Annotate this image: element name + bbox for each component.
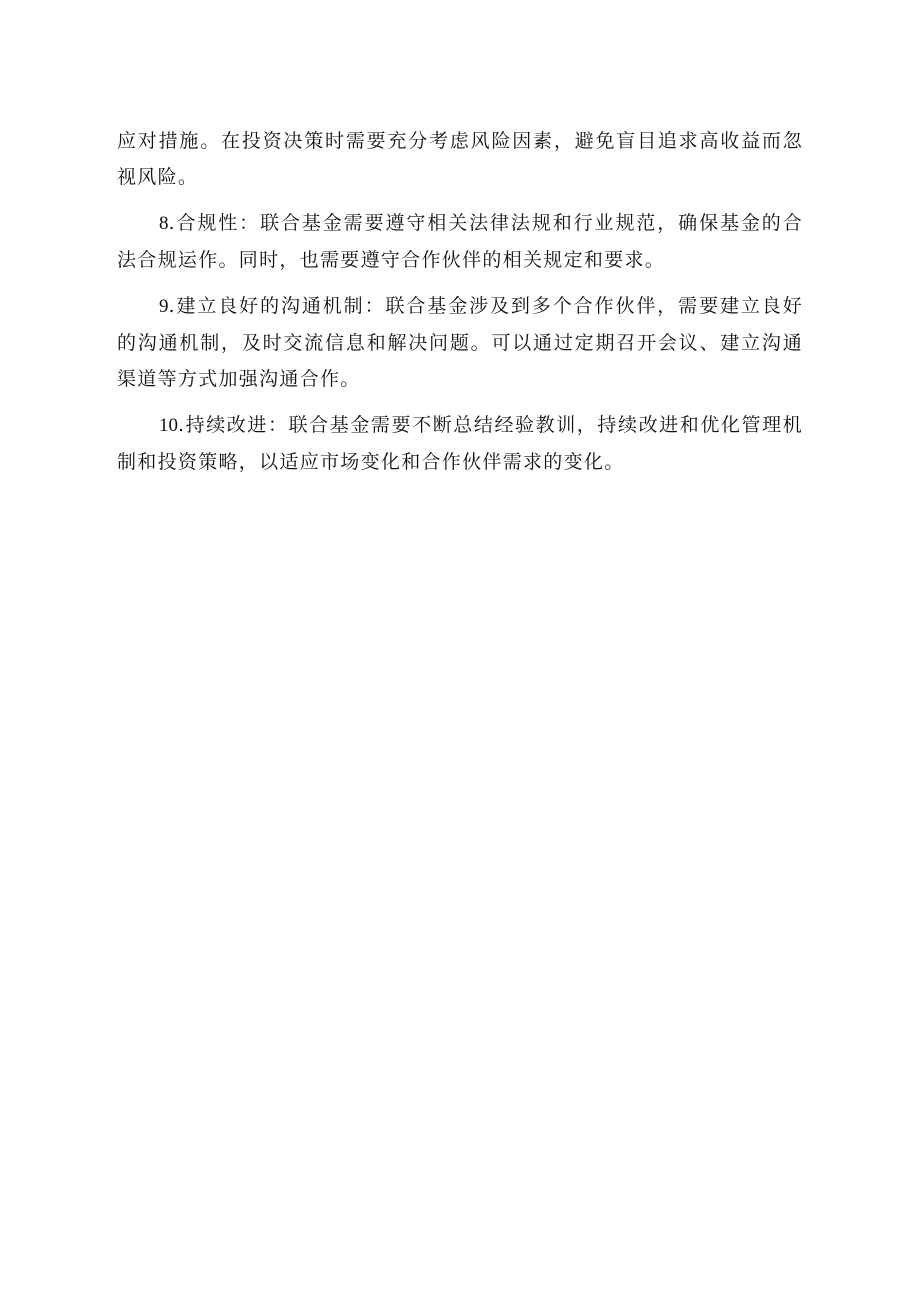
paragraph-text: .建立良好的沟通机制：联合基金涉及到多个合作伙伴，需要建立良好的沟通机制，及时交流信息和解决问题。可以通过定期召开会议、建立沟通渠道等方式加强沟通合作。 [117,295,803,390]
paragraph-number: 8 [159,213,169,234]
paragraph-item-8 [117,205,803,278]
paragraph-number: 10 [159,415,178,436]
paragraph-number: 9 [159,296,169,317]
paragraph-item-10 [117,407,803,480]
document-body [117,123,803,480]
paragraph-text: .持续改进：联合基金需要不断总结经验教训，持续改进和优化管理机制和投资策略，以适应市场变化和合作伙伴需求的变化。 [117,414,803,473]
paragraph-continuation [117,123,803,195]
paragraph-text: .合规性：联合基金需要遵守相关法律法规和行业规范，确保基金的合法合规运作。同时，也需要遵守合作伙伴的相关规定和要求。 [117,212,803,271]
paragraph-item-9 [117,288,803,397]
paragraph-text: 应对措施。在投资决策时需要充分考虑风险因素，避免盲目追求高收益而忽视风险。 [117,130,803,188]
